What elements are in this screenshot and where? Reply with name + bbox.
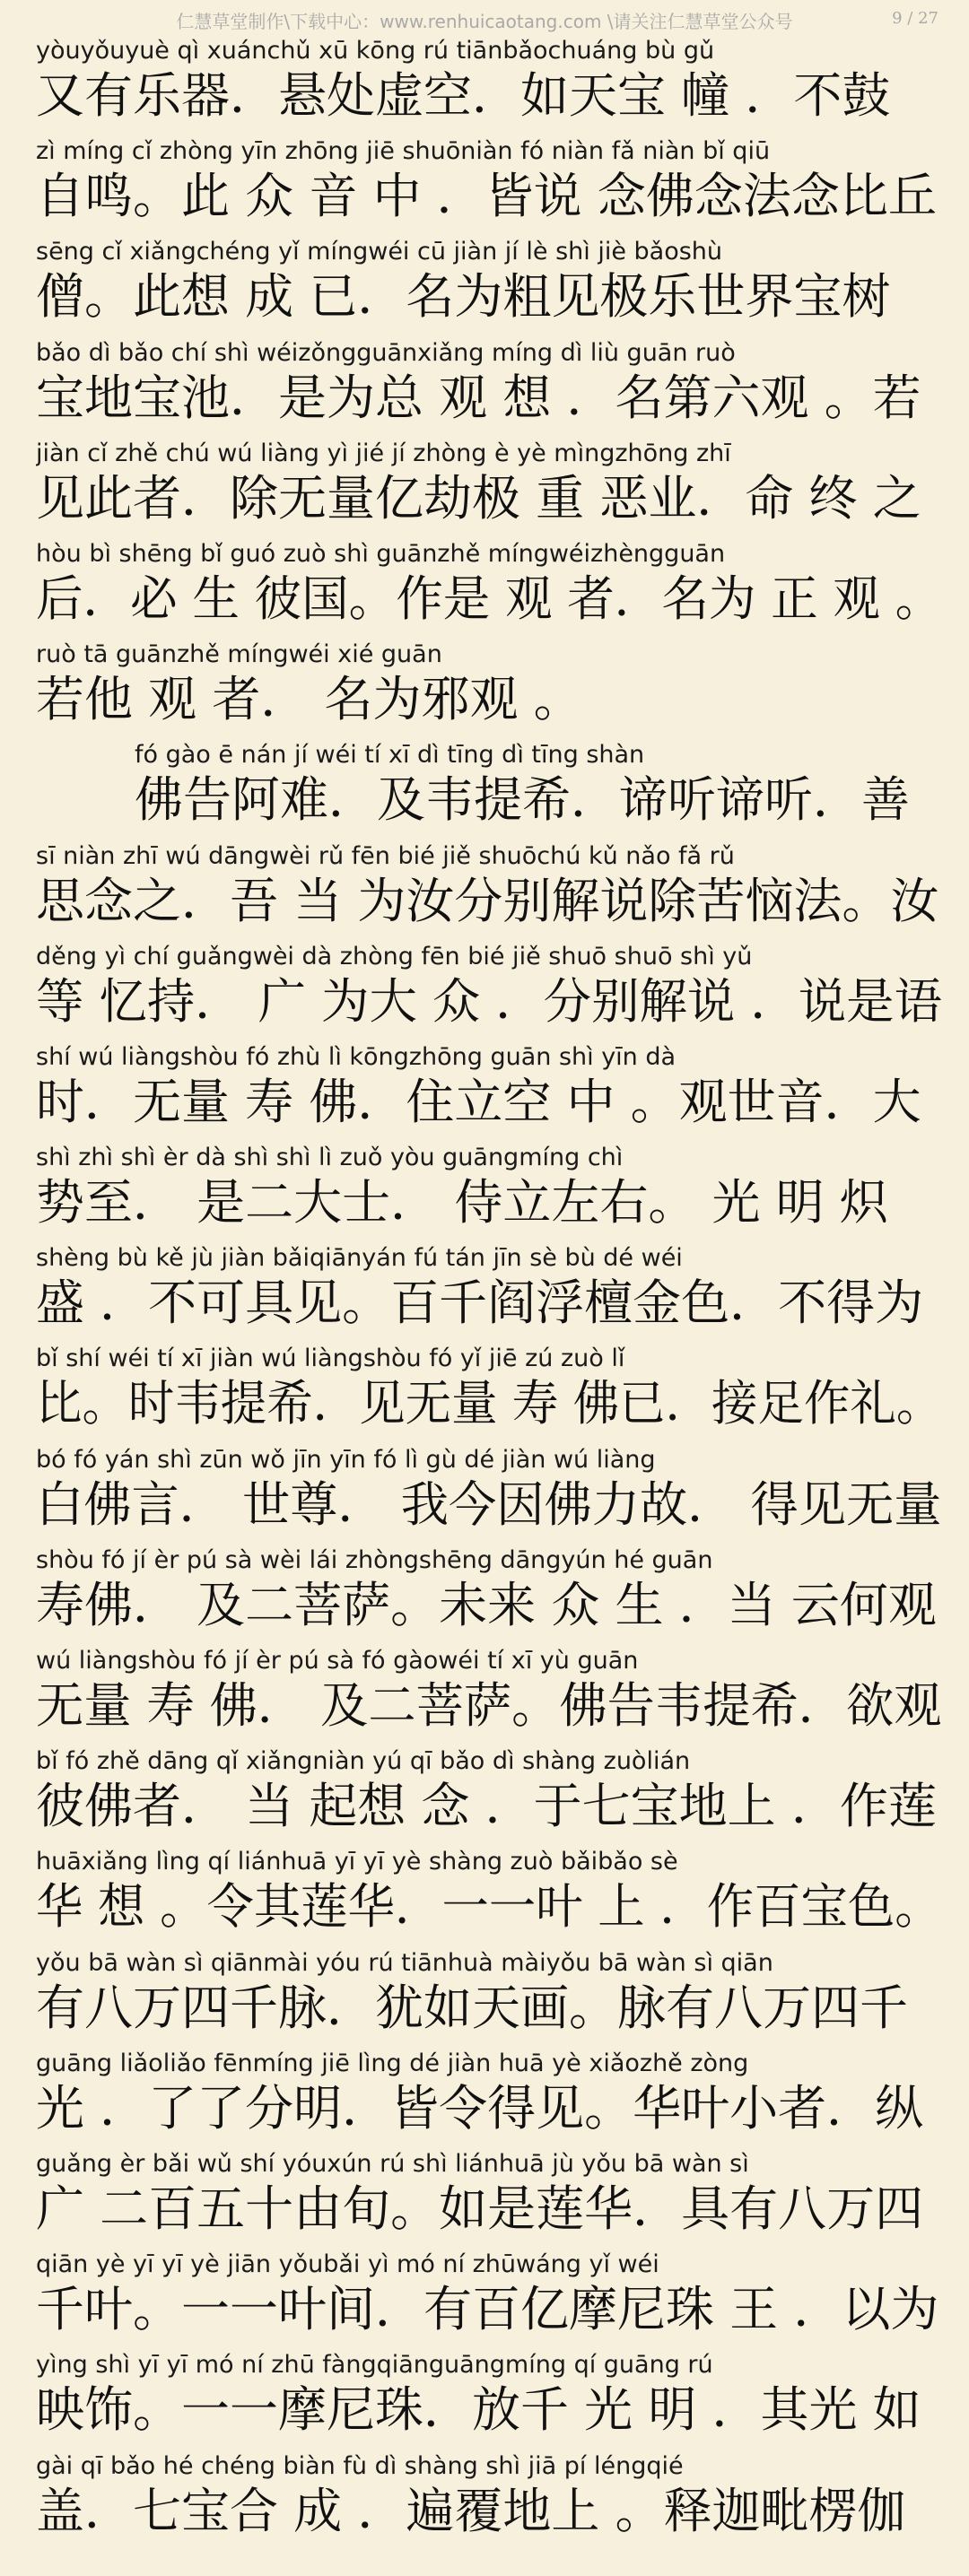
chinese-line: 等 忆持． 广 为大 众 ．分别解说 ．说是语: [36, 972, 942, 1030]
header-text: 仁慧草堂制作\下载中心：www.renhuicaotang.com \请关注仁慧草堂公众号: [176, 11, 793, 32]
text-line: [36, 1240, 942, 1340]
text-line: [36, 133, 942, 233]
chinese-line: 光 ．了了分明．皆令得见。华叶小者．纵: [36, 2079, 924, 2137]
chinese-line: 佛告阿难．及韦提希．谛听谛听．善: [135, 771, 910, 829]
chinese-line: 后．必 生 彼国。作是 观 者．名为 正 观 。: [36, 570, 942, 627]
text-line: [36, 736, 942, 837]
pinyin-line: hòu bì shēng bǐ guó zuò shì guānzhě míngwéizhèngguān: [36, 539, 726, 568]
chinese-line: 彼佛者． 当 起想 念 ．于七宝地上 ．作莲: [36, 1778, 937, 1835]
pinyin-line: yǒu bā wàn sì qiānmài yóu rú tiānhuà màiyǒu bā wàn sì qiān: [36, 1948, 773, 1977]
text-line: [36, 435, 942, 535]
text-line: [36, 1139, 942, 1240]
text-line: [36, 233, 942, 334]
text-line: [36, 2448, 942, 2548]
pinyin-line: sēng cǐ xiǎngchéng yǐ míngwéi cū jiàn jí lè shì jiè bǎoshù: [36, 238, 723, 266]
chinese-line: 比。时韦提希．见无量 寿 佛已．接足作礼。: [36, 1375, 942, 1432]
text-line: [36, 1542, 942, 1642]
chinese-line: 千叶。一一叶间．有百亿摩尼珠 王 ．以为: [36, 2281, 939, 2338]
chinese-line: 时．无量 寿 佛．住立空 中 。观世音．大: [36, 1073, 921, 1130]
page-number: 9 / 27: [892, 9, 938, 28]
chinese-line: 若他 观 者． 名为邪观 。: [36, 671, 582, 728]
pinyin-line: děng yì chí guǎngwèi dà zhòng fēn bié jiě shuō shuō shì yǔ: [36, 942, 753, 970]
pinyin-line: fó gào ē nán jí wéi tí xī dì tīng dì tīng shàn: [135, 741, 645, 770]
text-line: [36, 535, 942, 636]
text-line: [36, 2145, 942, 2246]
chinese-line: 自鸣。此 众 音 中 ．皆说 念佛念法念比丘: [36, 168, 937, 225]
text-line: [36, 1340, 942, 1440]
chinese-line: 思念之．吾 当 为汝分别解说除苦恼法。汝: [36, 872, 939, 929]
pinyin-line: qiān yè yī yī yè jiān yǒubǎi yì mó ní zhūwáng yǐ wéi: [36, 2250, 659, 2279]
text-line: [36, 1642, 942, 1743]
text-line: [36, 938, 942, 1039]
text-line: [36, 2246, 942, 2346]
pinyin-line: shí wú liàngshòu fó zhù lì kōngzhōng guān shì yīn dà: [36, 1042, 677, 1071]
chinese-line: 无量 寿 佛． 及二菩萨。佛告韦提希．欲观: [36, 1677, 942, 1734]
chinese-line: 势至． 是二大士． 侍立左右。 光 明 炽: [36, 1174, 888, 1231]
chinese-line: 盛 ．不可具见。百千阎浮檀金色．不得为: [36, 1275, 924, 1332]
text-line: [36, 838, 942, 938]
text-line: [36, 32, 942, 133]
text-line: [36, 1843, 942, 1944]
text-line: [36, 1039, 942, 1139]
chinese-line: 又有乐器．悬处虚空．如天宝 幢 ．不鼓: [36, 67, 891, 124]
scripture-text: [36, 32, 942, 2548]
pinyin-line: shì zhì shì èr dà shì shì lì zuǒ yòu guāngmíng chì: [36, 1144, 624, 1172]
chinese-line: 寿佛． 及二菩萨。未来 众 生 ．当 云何观: [36, 1576, 937, 1633]
text-line: [36, 2346, 942, 2447]
pinyin-line: shòu fó jí èr pú sà wèi lái zhòngshēng dāngyún hé guān: [36, 1545, 713, 1574]
text-line: [36, 1945, 942, 2045]
pinyin-line: ruò tā guānzhě míngwéi xié guān: [36, 640, 442, 669]
pinyin-line: guǎng èr bǎi wǔ shí yóuxún rú shì liánhuā jù yǒu bā wàn sì: [36, 2149, 749, 2178]
text-line: [36, 636, 942, 736]
chinese-line: 有八万四千脉．犹如天画。脉有八万四千: [36, 1979, 908, 2036]
text-line: [36, 1743, 942, 1843]
pinyin-line: gài qī bǎo hé chéng biàn fù dì shàng shì jiā pí léngqié: [36, 2451, 684, 2480]
pinyin-line: bǎo dì bǎo chí shì wéizǒngguānxiǎng míng dì liù guān ruò: [36, 338, 736, 367]
pinyin-line: sī niàn zhī wú dāngwèi rǔ fēn bié jiě shuōchú kǔ nǎo fǎ rǔ: [36, 841, 735, 870]
chinese-line: 僧。此想 成 已．名为粗见极乐世界宝树: [36, 268, 891, 326]
pinyin-line: huāxiǎng lìng qí liánhuā yī yī yè shàng zuò bǎibǎo sè: [36, 1848, 678, 1876]
pinyin-line: bǐ fó zhě dāng qǐ xiǎngniàn yú qī bǎo dì shàng zuòlián: [36, 1747, 691, 1776]
pinyin-line: bó fó yán shì zūn wǒ jīn yīn fó lì gù dé jiàn wú liàng: [36, 1445, 656, 1474]
pinyin-line: zì míng cǐ zhòng yīn zhōng jiē shuōniàn fó niàn fǎ niàn bǐ qiū: [36, 137, 771, 166]
pinyin-line: wú liàngshòu fó jí èr pú sà fó gàowéi tí xī yù guān: [36, 1647, 639, 1675]
text-line: [36, 1441, 942, 1542]
chinese-line: 白佛言． 世尊． 我今因佛力故． 得见无量: [36, 1475, 942, 1533]
text-line: [36, 335, 942, 435]
chinese-line: 映饰。一一摩尼珠．放千 光 明 ．其光 如: [36, 2381, 921, 2439]
chinese-line: 盖．七宝合 成 ．遍覆地上 。释迦毗楞伽: [36, 2482, 906, 2539]
pinyin-line: shèng bù kě jù jiàn bǎiqiānyán fú tán jīn sè bù dé wéi: [36, 1244, 683, 1273]
chinese-line: 宝地宝池．是为总 观 想 ．名第六观 。若: [36, 369, 921, 426]
pinyin-line: yòuyǒuyuè qì xuánchǔ xū kōng rú tiānbǎochuáng bù gǔ: [36, 37, 715, 65]
pinyin-line: bǐ shí wéi tí xī jiàn wú liàngshòu fó yǐ jiē zú zuò lǐ: [36, 1345, 625, 1373]
chinese-line: 见此者．除无量亿劫极 重 恶业．命 终 之: [36, 469, 921, 527]
pinyin-line: yìng shì yī yī mó ní zhū fàngqiānguāngmíng qí guāng rú: [36, 2351, 713, 2380]
chinese-line: 广 二百五十由旬。如是莲华．具有八万四: [36, 2180, 924, 2237]
page-header: [0, 5, 969, 32]
pinyin-line: jiàn cǐ zhě chú wú liàng yì jié jí zhòng è yè mìngzhōng zhī: [36, 439, 731, 467]
chinese-line: 华 想 。令其莲华．一一叶 上 ．作百宝色。: [36, 1878, 942, 1936]
pinyin-line: guāng liǎoliǎo fēnmíng jiē lìng dé jiàn huā yè xiǎozhě zòng: [36, 2049, 749, 2077]
text-line: [36, 2045, 942, 2145]
